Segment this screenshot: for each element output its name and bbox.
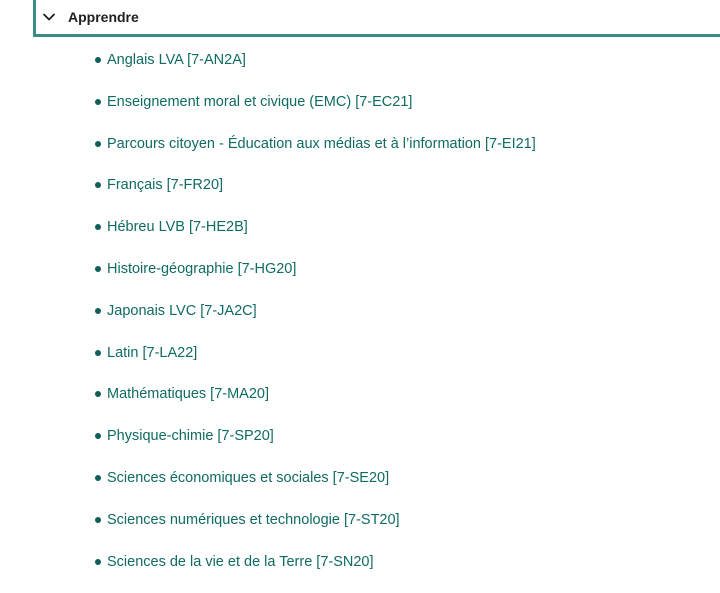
list-item [95,217,536,259]
course-link[interactable]: Sciences numériques et technologie [7-ST20] [107,511,400,528]
course-link[interactable]: Enseignement moral et civique (EMC) [7-EC21] [107,93,413,110]
list-item [95,175,536,217]
list-item [95,134,536,176]
course-link[interactable]: Hébreu LVB [7-HE2B] [107,219,248,236]
bullet-icon [95,391,101,397]
course-link[interactable]: Latin [7-LA22] [107,344,198,361]
list-item [95,259,536,301]
list-item [95,301,536,343]
chevron-down-icon[interactable] [42,10,56,24]
bullet-icon [95,182,101,188]
bullet-icon [95,308,101,314]
course-link[interactable]: Français [7-FR20] [107,177,224,194]
course-link[interactable]: Parcours citoyen - Éducation aux médias et à l’information [7-EI21] [107,135,536,152]
course-link[interactable]: Sciences économiques et sociales [7-SE20] [107,469,390,486]
bullet-icon [95,350,101,356]
bullet-icon [95,433,101,439]
list-item [95,510,536,552]
list-item [95,552,536,593]
bullet-icon [95,517,101,523]
list-item [95,343,536,385]
list-item [95,92,536,134]
bullet-icon [95,57,101,63]
bullet-icon [95,559,101,565]
course-link[interactable]: Histoire-géographie [7-HG20] [107,260,297,277]
course-list [95,50,536,593]
section-header-toggle[interactable] [33,0,720,37]
apprendre-section [33,0,720,592]
list-item [95,468,536,510]
course-link[interactable]: Sciences de la vie et de la Terre [7-SN20] [107,553,374,570]
course-link[interactable]: Physique-chimie [7-SP20] [107,428,274,445]
course-link[interactable]: Japonais LVC [7-JA2C] [107,302,257,319]
bullet-icon [95,266,101,272]
bullet-icon [95,475,101,481]
bullet-icon [95,99,101,105]
list-item [95,426,536,468]
course-link[interactable]: Anglais LVA [7-AN2A] [107,52,246,68]
section-title: Apprendre [68,9,139,25]
list-item [95,384,536,426]
course-link[interactable]: Mathématiques [7-MA20] [107,386,269,403]
list-item [95,50,536,92]
bullet-icon [95,141,101,147]
bullet-icon [95,224,101,230]
